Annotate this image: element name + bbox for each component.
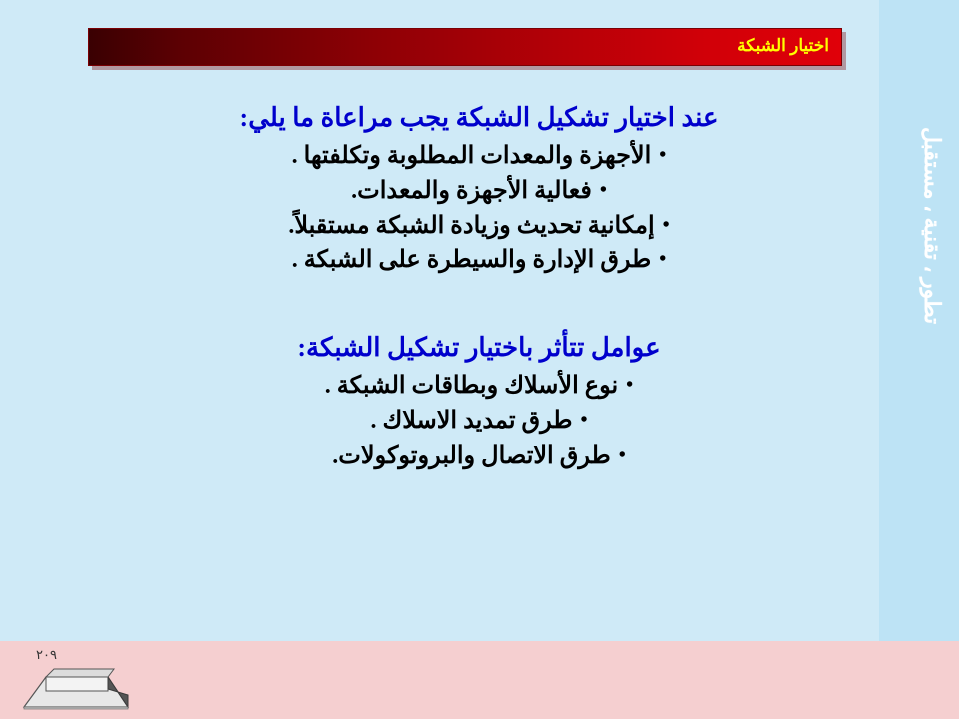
side-band-label: تطور ، تقنية ، مستقبل [920,126,945,324]
list-item-label: طرق تمديد الاسلاك . [370,407,573,434]
list-item-label: طرق الإدارة والسيطرة على الشبكة . [291,247,652,274]
list-item [99,209,859,244]
list-item [99,369,859,404]
page-title: اختيار الشبكة [737,36,829,55]
bullet-dot-icon: • [659,248,667,271]
list-item [99,174,859,209]
bullet-dot-icon: • [662,213,670,236]
slide-title-bar [88,28,844,68]
bullet-dot-icon: • [580,408,588,431]
list-item-label: الأجهزة والمعدات المطلوبة وتكلفتها . [291,143,652,170]
bullet-dot-icon: • [659,144,667,167]
block-1-heading: عند اختيار تشكيل الشبكة يجب مراعاة ما يلي: [239,103,719,132]
side-band [879,0,959,641]
list-item-label: فعالية الأجهزة والمعدات. [351,177,592,204]
block-2-heading: عوامل تتأثر باختيار تشكيل الشبكة: [297,333,661,362]
bullet-dot-icon: • [599,178,607,201]
list-item-label: طرق الاتصال والبروتوكولات. [332,442,611,469]
slide-title-bar-fill [88,28,842,66]
list-item-label: نوع الأسلاك وبطاقات الشبكة . [324,373,619,400]
keyboard-key-icon [16,647,136,713]
list-item [99,243,859,278]
block-2-bullet-list [99,369,859,473]
list-item [99,439,859,474]
list-item [99,139,859,174]
list-item [99,404,859,439]
page-number: ٢٠٩ [36,647,57,662]
block-1-bullet-list [99,139,859,278]
bullet-dot-icon: • [626,374,634,397]
content-block-1 [99,100,859,278]
content-block-2 [99,330,859,473]
list-item-label: إمكانية تحديث وزيادة الشبكة مستقبلاً. [288,212,655,239]
bullet-dot-icon: • [618,443,626,466]
